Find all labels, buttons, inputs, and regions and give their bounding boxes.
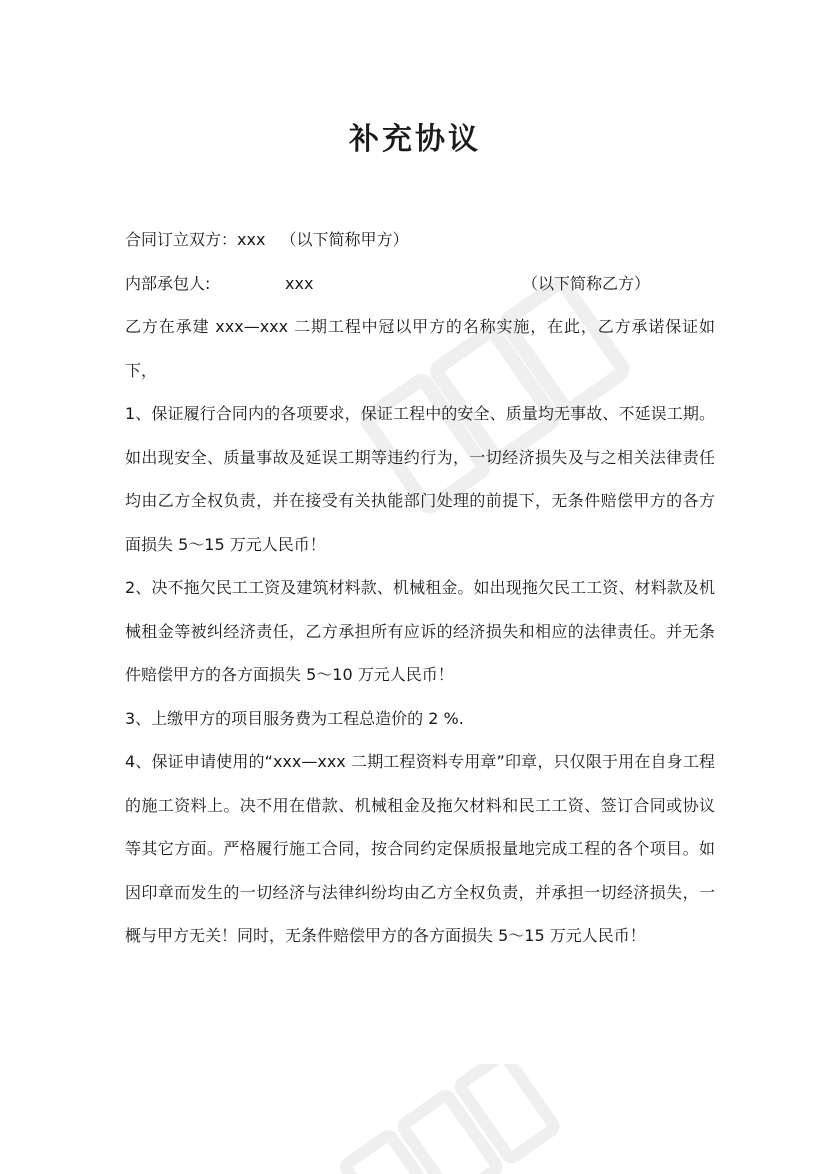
clause-1: 1、保证履行合同内的各项要求，保证工程中的安全、质量均无事故、不延误工期。如出现安全、质量事故及延误工期等违约行为，一切经济损失及与之相关法律责任均由乙方全权负责，并在接受有关执能部门处理的前提下，无条件赔偿甲方的各方面损失 5～15 万元人民币！ — [125, 404, 715, 554]
watermark-bottom-icon — [330, 1064, 560, 1174]
contractor-label: 内部承包人: — [125, 273, 211, 293]
contractor-line — [125, 262, 715, 306]
clause-2: 2、决不拖欠民工工资及建筑材料款、机械租金。如出现拖欠民工工资、材料款及机械租金等被纠经济责任，乙方承担所有应诉的经济损失和相应的法律责任。并无条件赔偿甲方的各方面损失 5～10 万元人民币！ — [125, 578, 715, 684]
intro-paragraph: 乙方在承建 xxx—xxx 二期工程中冠以甲方的名称实施，在此，乙方承诺保证如下， — [125, 317, 715, 380]
contractor-value: xxx — [285, 273, 314, 293]
clause-4: 4、保证申请使用的“xxx—xxx 二期工程资料专用章”印章，只仅限于用在自身工程的施工资料上。决不用在借款、机械租金及拖欠材料和民工工资、签订合同或协议等其它方面。严格履行施工合同，按合同约定保质报量地完成工程的各个项目。如因印章而发生的一切经济与法律纠纷均由乙方全权负责，并承担一切经济损失，一概与甲方无关！同时，无条件赔偿甲方的各方面损失 5～15 万元人民币！ — [125, 752, 715, 945]
party-label: 合同订立双方：xxx — [125, 230, 266, 249]
document-title: 补充协议 — [349, 122, 481, 157]
party-note: （以下简称甲方） — [280, 230, 409, 249]
contractor-note: （以下简称乙方） — [522, 273, 651, 293]
document-body — [125, 218, 715, 958]
clause-3: 3、上缴甲方的项目服务费为工程总造价的 2 %. — [125, 708, 464, 728]
party-line — [125, 218, 715, 262]
